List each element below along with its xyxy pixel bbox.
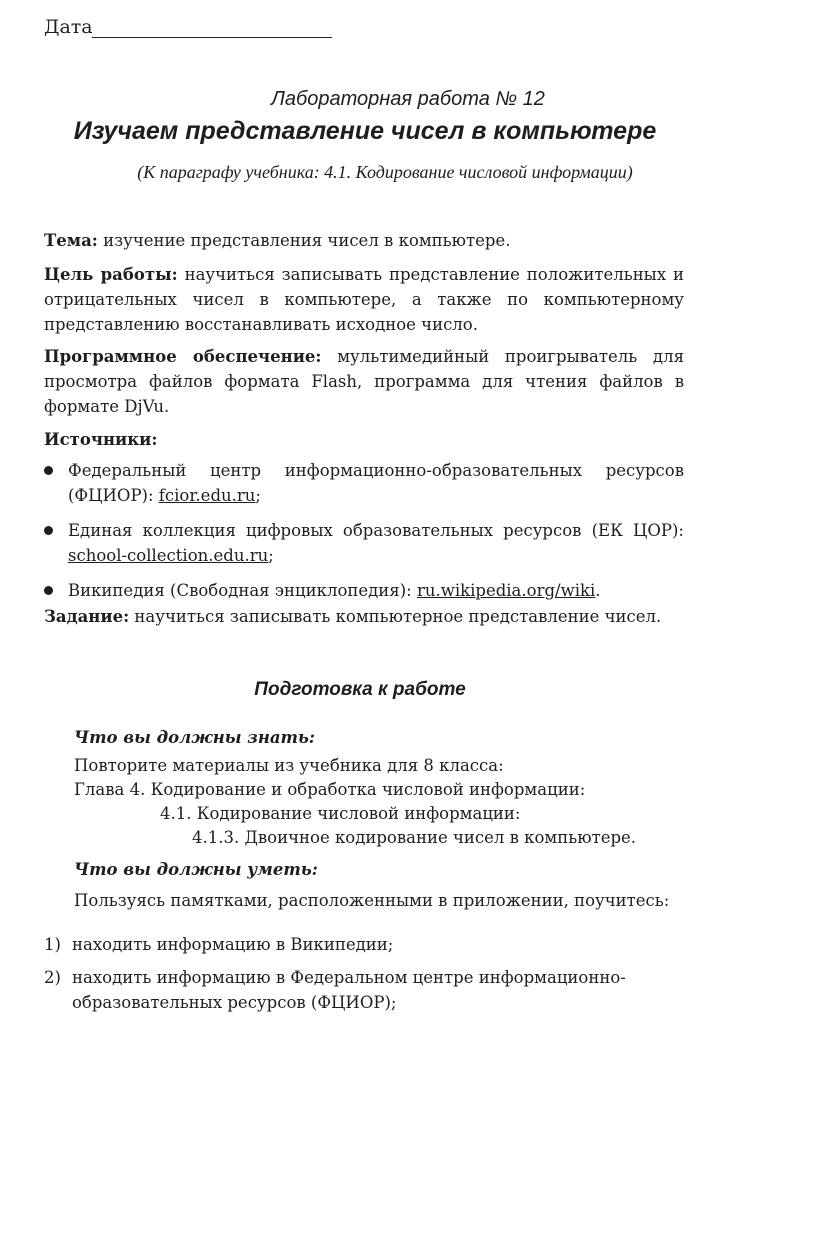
list-item: Единая коллекция цифровых образовательных ресурсов (ЕК ЦОР): school-collection.edu.ru;	[44, 518, 684, 568]
bullet-icon	[44, 586, 53, 595]
know-line: Глава 4. Кодирование и обработка числовой информации:	[74, 780, 586, 799]
lab-number: Лабораторная работа № 12	[271, 88, 545, 110]
topic-label: Тема:	[44, 231, 98, 250]
preparation-title: Подготовка к работе	[254, 679, 466, 700]
list-item: Википедия (Свободная энциклопедия): ru.wikipedia.org/wiki.	[44, 578, 684, 603]
goal-label: Цель работы:	[44, 265, 178, 284]
goal-paragraph	[44, 262, 684, 337]
software-text: мультимедийный проигрыватель для просмотра файлов формата Flash, программа для чтения файлов в формате DjVu.	[44, 347, 684, 416]
bullet-icon	[44, 526, 53, 535]
list-item: 2) находить информацию в Федеральном центре информационно-образовательных ресурсов (ФЦИОР);	[44, 965, 684, 1015]
know-line: Повторите материалы из учебника для 8 класса:	[74, 756, 504, 775]
software-paragraph	[44, 344, 684, 419]
task-paragraph	[44, 604, 684, 629]
date-label: Дата	[44, 16, 93, 38]
task-label: Задание:	[44, 607, 130, 626]
can-intro: Пользуясь памятками, расположенными в приложении, поучитесь:	[74, 891, 670, 910]
list-item: Федеральный центр информационно-образовательных ресурсов (ФЦИОР): fcior.edu.ru;	[44, 458, 684, 508]
list-item: 1) находить информацию в Википедии;	[44, 932, 684, 957]
source-link-wikipedia[interactable]: ru.wikipedia.org/wiki	[416, 581, 596, 600]
date-blank-line	[92, 37, 332, 38]
sources-list	[44, 458, 684, 613]
item-number: 1)	[44, 935, 61, 954]
lab-title: Изучаем представление чисел в компьютере	[73, 117, 657, 145]
sources-heading: Источники:	[44, 430, 158, 449]
textbook-reference: (К параграфу учебника: 4.1. Кодирование числовой информации)	[137, 162, 633, 182]
source-link-school-collection[interactable]: school-collection.edu.ru	[68, 546, 269, 565]
task-text: научиться записывать компьютерное представление чисел.	[129, 607, 662, 626]
topic-text: изучение представления чисел в компьютере.	[97, 231, 511, 250]
topic-paragraph	[44, 228, 684, 253]
item-number: 2)	[44, 968, 61, 987]
can-subtitle: Что вы должны уметь:	[74, 860, 318, 879]
skills-list	[44, 932, 684, 1023]
software-label: Программное обеспечение:	[44, 347, 322, 366]
bullet-icon	[44, 466, 53, 475]
know-line: 4.1. Кодирование числовой информации:	[160, 804, 521, 823]
know-line: 4.1.3. Двоичное кодирование чисел в компьютере.	[192, 828, 637, 847]
know-subtitle: Что вы должны знать:	[74, 728, 315, 747]
goal-text: научиться записывать представление положительных и отрицательных чисел в компьютере, а также по компьютерному представлению восстанавливать исходное число.	[44, 265, 684, 334]
source-link-fcior[interactable]: fcior.edu.ru	[158, 486, 256, 505]
